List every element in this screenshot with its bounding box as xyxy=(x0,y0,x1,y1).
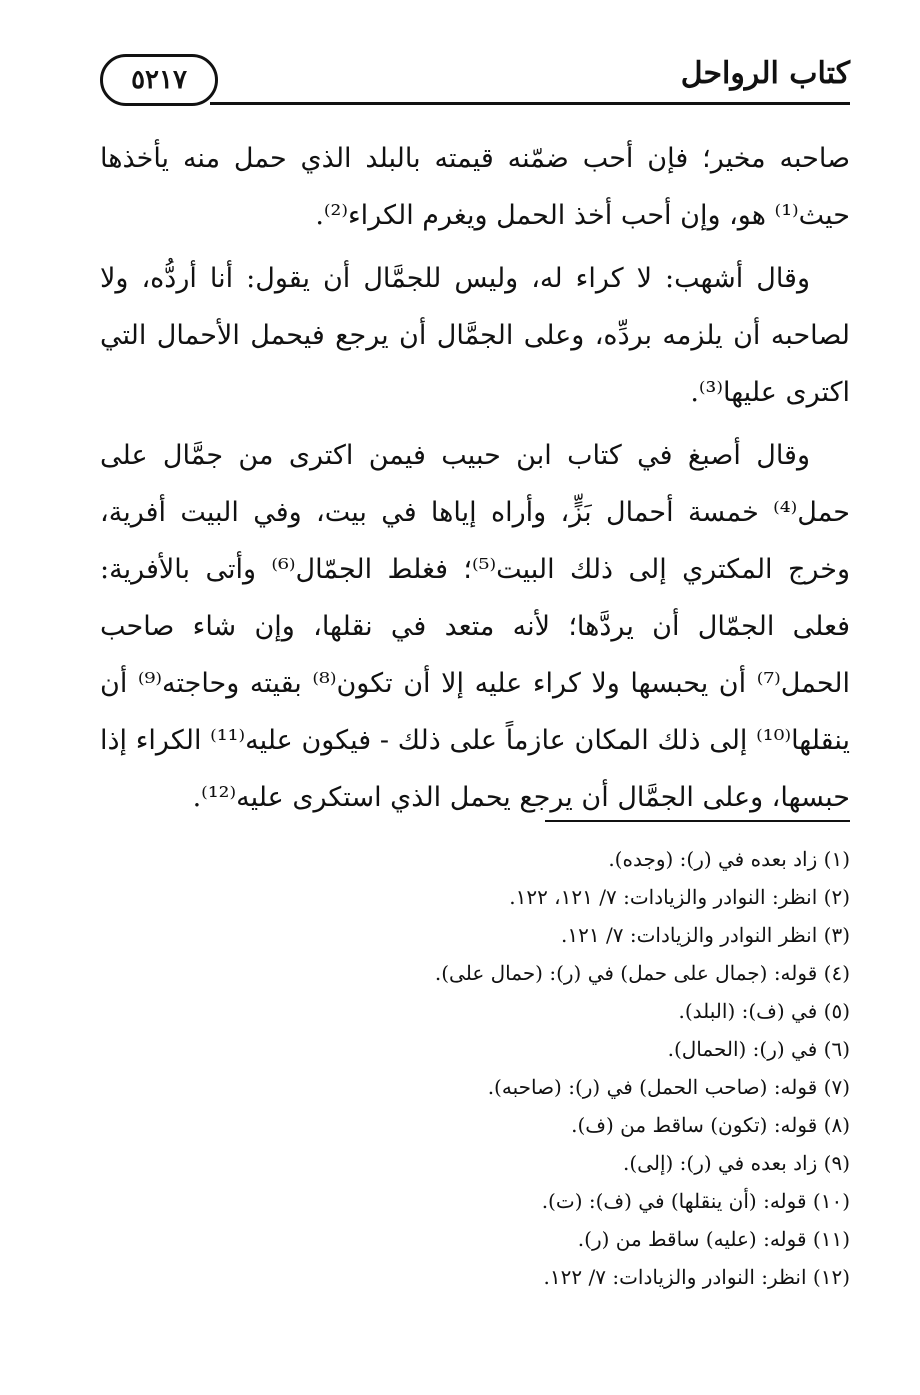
paragraph: وقال أشهب: لا كراء له، وليس للجمَّال أن يقول: أنا أردُّه، ولا لصاحبه أن يلزمه بردِّه، وعلى الجمَّال أن يرجع فيحمل الأحمال التي اكترى عليها⁽³⁾. xyxy=(100,263,850,408)
footnote: (٣) انظر النوادر والزيادات: ٧/ ١٢١. xyxy=(561,923,850,947)
page-number-badge xyxy=(100,54,218,106)
footnote: (٧) قوله: (صاحب الحمل) في (ر): (صاحبه). xyxy=(487,1075,850,1099)
footnote: (١٢) انظر: النوادر والزيادات: ٧/ ١٢٢. xyxy=(543,1265,850,1289)
footnote: (٥) في (ف): (البلد). xyxy=(678,999,850,1023)
header-rule xyxy=(210,102,850,105)
main-text xyxy=(100,130,850,832)
footnote: (١١) قوله: (عليه) ساقط من (ر). xyxy=(577,1227,850,1251)
page-header xyxy=(100,42,850,112)
footnotes xyxy=(100,840,850,1296)
footnote-separator xyxy=(545,820,850,822)
paragraph: وقال أصبغ في كتاب ابن حبيب فيمن اكترى من جمَّال على حمل⁽⁴⁾ خمسة أحمال بَزٍّ، وأراه إياها في بيت، وفي البيت أفرية، وخرج المكتري إلى ذلك البيت⁽⁵⁾؛ فغلط الجمّال⁽⁶⁾ وأتى بالأفرية: فعلى الجمّال أن يردَّها؛ لأنه متعد في نقلها، وإن شاء صاحب الحمل⁽⁷⁾ أن يحبسها ولا كراء عليه إلا أن تكون⁽⁸⁾ بقيته وحاجته⁽⁹⁾ أن ينقلها⁽¹⁰⁾ إلى ذلك المكان عازماً على ذلك - فيكون عليه⁽¹¹⁾ الكراء إذا حبسها، وعلى الجمَّال أن يرجع يحمل الذي استكرى عليه⁽¹²⁾. xyxy=(100,440,851,813)
footnote: (١٠) قوله: (أن ينقلها) في (ف): (ت). xyxy=(541,1189,850,1213)
footnote: (٢) انظر: النوادر والزيادات: ٧/ ١٢١، ١٢٢. xyxy=(509,885,850,909)
chapter-title: كتاب الرواحل xyxy=(680,56,850,91)
footnote: (٩) زاد بعده في (ر): (إلى). xyxy=(623,1151,850,1175)
footnote: (١) زاد بعده في (ر): (وجده). xyxy=(608,847,850,871)
footnote: (٨) قوله: (تكون) ساقط من (ف). xyxy=(571,1113,850,1137)
footnote: (٦) في (ر): (الحمال). xyxy=(667,1037,850,1061)
page-number: ٥٢١٧ xyxy=(131,65,187,95)
paragraph: صاحبه مخير؛ فإن أحب ضمّنه قيمته بالبلد الذي حمل منه يأخذها حيث⁽¹⁾ هو، وإن أحب أخذ الحمل ويغرم الكراء⁽²⁾. xyxy=(100,143,850,231)
footnote: (٤) قوله: (جمال على حمل) في (ر): (حمال على). xyxy=(434,961,850,985)
